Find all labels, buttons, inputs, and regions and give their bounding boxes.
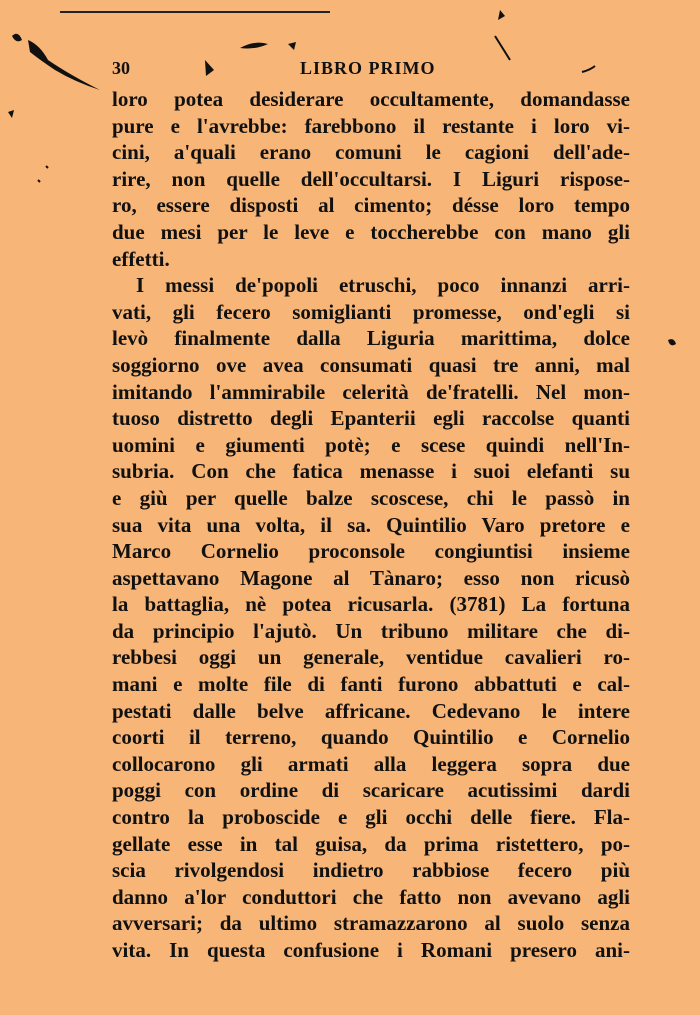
text-line: aspettavano Magone al Tànaro; esso non ricusò — [112, 565, 630, 590]
text-line: collocarono gli armati alla leggera sopra due — [112, 751, 630, 776]
text-line: cini, a'quali erano comuni le cagioni dell'ade- — [112, 140, 630, 165]
text-line: e giù per quelle balze scoscese, chi le passò in — [112, 485, 630, 510]
text-line: contro la proboscide e gli occhi delle fiere. Fla- — [112, 805, 630, 830]
text-line: poggi con ordine di scaricare acutissimi dardi — [112, 778, 630, 803]
right-blot — [668, 339, 676, 345]
top-right-mark — [498, 10, 505, 20]
text-line: coorti il terreno, quando Quintilio e Cornelio — [112, 725, 630, 750]
text-line: I messi de'popoli etruschi, poco innanzi arri- — [136, 273, 630, 298]
text-line: pestati dalle belve affricane. Cedevano le intere — [112, 698, 630, 723]
text-line: mani e molte file di fanti furono abbattuti e cal- — [112, 672, 630, 697]
text-line: ro, essere disposti al cimento; désse loro tempo — [112, 193, 630, 218]
text-line: rebbesi oggi un generale, ventidue cavalieri ro- — [112, 645, 630, 670]
text-line: la battaglia, nè potea ricusarla. (3781) La fortuna — [112, 592, 630, 617]
tick-speck — [495, 36, 510, 60]
left-speck — [12, 34, 22, 42]
text-line: subria. Con che fatica menasse i suoi elefanti su — [112, 459, 630, 484]
text-line: vati, gli fecero somiglianti promesse, ond'egli si — [112, 299, 630, 324]
body-text — [112, 86, 630, 964]
text-line: rire, non quelle dell'occultarsi. I Liguri rispose- — [112, 166, 630, 191]
text-line: levò finalmente dalla Liguria marittima, dolce — [112, 326, 630, 351]
header-speck-2 — [288, 42, 296, 50]
text-line: uomini e giumenti potè; e scese quindi nell'In- — [112, 432, 630, 457]
text-line: soggiorno ove avea consumati quasi tre anni, mal — [112, 352, 630, 377]
text-line: vita. In questa confusione i Romani presero ani- — [112, 938, 630, 962]
text-line: imitando l'ammirabile celerità de'fratelli. Nel mon- — [112, 379, 630, 404]
text-line: Marco Cornelio proconsole congiuntisi insieme — [112, 539, 630, 564]
page-header — [112, 58, 592, 84]
running-head: LIBRO PRIMO — [300, 58, 436, 78]
text-line: loro potea desiderare occultamente, domandasse — [112, 87, 630, 111]
text-line: due mesi per le leve e toccherebbe con mano gli — [112, 219, 630, 244]
text-line: scia rivolgendosi indietro rabbiose fecero più — [112, 858, 630, 883]
text-line: danno a'lor conduttori che fatto non avevano agli — [112, 884, 630, 909]
margin-dots — [38, 166, 48, 182]
text-line: sua vita una volta, il sa. Quintilio Varo pretore e — [112, 512, 630, 537]
text-line: pure e l'avrebbe: farebbono il restante i loro vi- — [112, 113, 630, 138]
text-line: da principio l'ajutò. Un tribuno militare che di- — [112, 618, 630, 643]
header-speck — [240, 43, 268, 49]
text-line: effetti. — [112, 246, 170, 271]
corner-blot — [28, 40, 100, 90]
margin-speck — [8, 110, 14, 118]
text-line: gellate esse in tal guisa, da prima ristettero, po- — [112, 831, 630, 856]
page-number: 30 — [112, 58, 130, 78]
text-line: avversari; da ultimo stramazzarono al suolo senza — [112, 911, 630, 936]
text-line: tuoso distretto degli Epanterii egli raccolse quanti — [112, 406, 630, 431]
